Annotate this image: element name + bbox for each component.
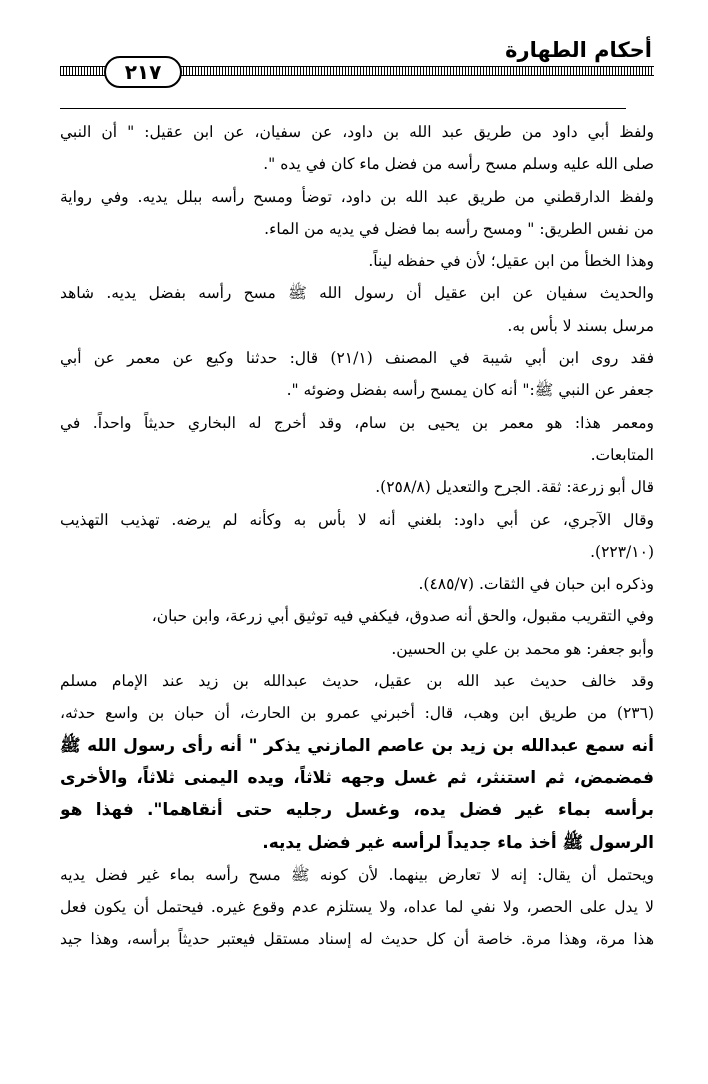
page-body-text — [60, 116, 654, 956]
text-line: (٢٢٣/١٠). — [590, 542, 654, 561]
text-line-bold: فمضمض، ثم استنثر، ثم غسل وجهه ثلاثاً، ويده اليمنى ثلاثاً، والأخرى — [60, 767, 654, 788]
text-line: والحديث سفيان عن ابن عقيل أن رسول الله ﷺ مسح رأسه بفضل يديه. شاهد — [60, 284, 654, 303]
text-line: وهذا الخطأ من ابن عقيل؛ لأن في حفظه ليناً. — [368, 252, 654, 271]
text-line: لا يدل على الحصر، ولا نفي لما عداه، ولا يستلزم عدم وقوع غيره. فيحتمل أن يكون فعل — [60, 898, 654, 917]
text-line: وأبو جعفر: هو محمد بن علي بن الحسين. — [391, 639, 654, 658]
text-line: وذكره ابن حبان في الثقات. (٤٨٥/٧). — [418, 575, 654, 594]
text-line: قال أبو زرعة: ثقة. الجرح والتعديل (٢٥٨/٨). — [375, 478, 654, 497]
text-line: وقال الآجري، عن أبي داود: بلغني أنه لا بأس به وكأنه لم يرضه. تهذيب التهذيب — [60, 510, 654, 529]
text-line-bold: برأسه بماء غير فضل يده، وغسل رجليه حتى أنقاهما". فهذا هو — [60, 800, 654, 821]
text-line-bold: الرسول ﷺ أخذ ماء جديداً لرأسه غير فضل يديه. — [262, 832, 654, 853]
text-line: ويحتمل أن يقال: إنه لا تعارض بينهما. لأن كونه ﷺ مسح رأسه بماء غير فضل يديه — [60, 865, 654, 884]
text-line: وقد خالف حديث عبد الله بن عقيل، حديث عبدالله بن زيد عند الإمام مسلم — [60, 672, 654, 691]
text-line: ولفظ الدارقطني من طريق عبد الله بن داود، توضأ ومسح رأسه ببلل يديه. وفي رواية — [60, 187, 654, 206]
text-line: صلى الله عليه وسلم مسح رأسه من فضل ماء كان في يده ". — [263, 155, 654, 174]
text-line: جعفر عن النبي ﷺ:" أنه كان يمسح رأسه بفضل وضوئه ". — [286, 381, 654, 400]
page-number-badge: ٢١٧ — [104, 56, 182, 88]
text-line: المتابعات. — [590, 445, 654, 464]
text-line: من نفس الطريق: " ومسح رأسه بما فضل في يديه من الماء. — [264, 219, 654, 238]
text-line-bold: أنه سمع عبدالله بن زيد بن عاصم المازني يذكر " أنه رأى رسول الله ﷺ — [60, 735, 654, 756]
text-line: ومعمر هذا: هو معمر بن يحيى بن سام، وقد أخرج له البخاري حديثاً واحداً. في — [60, 413, 654, 432]
text-line: (٢٣٦) من طريق ابن وهب، قال: أخبرني عمرو بن الحارث، أن حبان بن واسع حدثه، — [60, 704, 654, 723]
running-header-title: أحكام الطهارة — [505, 38, 652, 62]
text-line: فقد روى ابن أبي شيبة في المصنف (٢١/١) قال: حدثنا وكيع عن معمر عن أبي — [60, 349, 654, 368]
header-underline — [60, 108, 626, 109]
text-line: مرسل بسند لا بأس به. — [507, 316, 654, 335]
text-line: ولفظ أبي داود من طريق عبد الله بن داود، عن سفيان، عن ابن عقيل: " أن النبي — [60, 123, 654, 141]
text-line: هذا مرة، وهذا مرة. خاصة أن كل حديث له إسناد مستقل فيعتبر حديثاً برأسه، وهذا جيد — [60, 930, 654, 949]
text-line: وفي التقريب مقبول، والحق أنه صدوق، فيكفي فيه توثيق أبي زرعة، وابن حبان، — [151, 607, 654, 626]
